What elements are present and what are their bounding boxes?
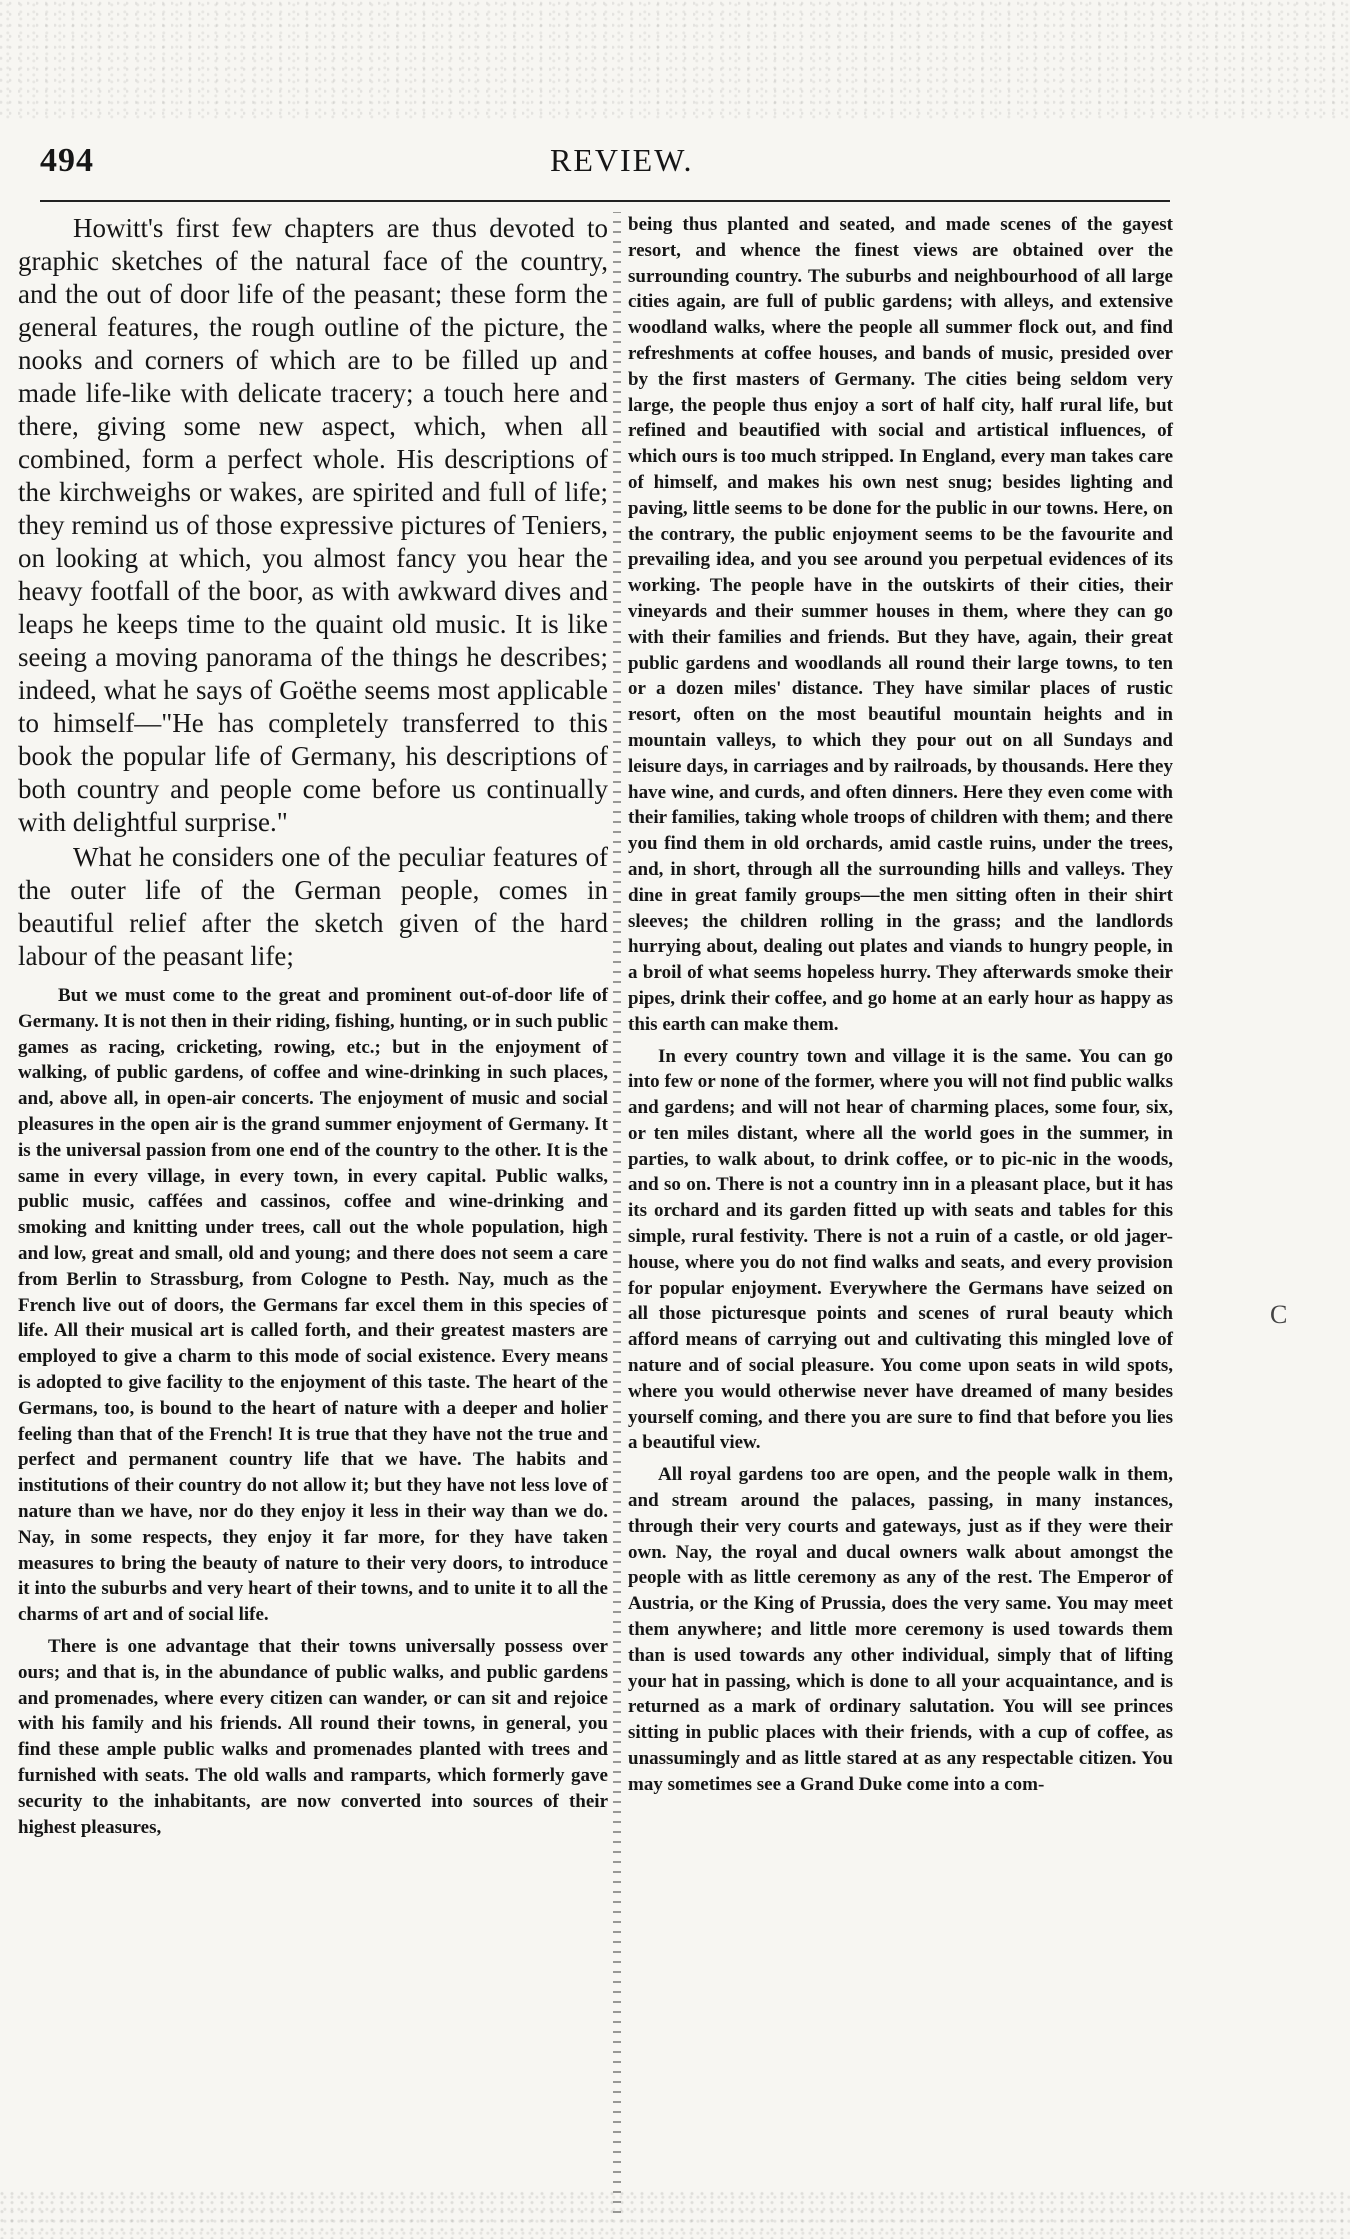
running-head: REVIEW. xyxy=(550,142,694,178)
column-divider xyxy=(613,212,621,2217)
header-rule xyxy=(40,200,1170,206)
scan-noise-bottom xyxy=(0,2190,1350,2239)
scan-noise-top xyxy=(0,0,1350,120)
right-paragraph-1: being thus planted and seated, and made scenes of the gayest resort, and whence the finest views are obtained over the surrounding country. The suburbs and neighbourhood of all large cities again, are full of public gardens; with alleys, and extensive woodland walks, where the people all summer flock out, and find refreshments at coffee houses, and bands of music, presided over by the first masters of Germany. The cities being seldom very large, the people thus enjoy a sort of half city, half rural life, but refined and beautified with social and artistical influences, of which ours is too much stripped. In England, every man takes care of himself, and makes his own nest snug; besides lighting and paving, little seems to be done for the public in our towns. Here, on the contrary, the public enjoyment seems to be the favourite and prevailing idea, and you see around you perpetual evidences of its working. The people have in the outskirts of their cities, their vineyards and their summer houses in them, where they can go with their families and friends. But they have, again, their great public gardens and woodlands all round their large towns, to ten or a dozen miles' distance. They have similar places of rustic resort, often on the most beautiful mountain heights and in mountain valleys, to which they pour out on all Sundays and leisure days, in carriages and by railroads, by thousands. Here they have wine, and curds, and often dinners. Here they even come with their families, taking whole troops of children with them; and there you find them in old orchards, amid castle ruins, under the trees, and, in short, through all the surrounding hills and valleys. They dine in great family groups—the men sitting often in their shirt sleeves; the children rolling in the grass; and the landlords hurrying about, dealing out plates and viands to hungry people, in a broil of what seems hopeless hurry. They afterwards smoke their pipes, drink their coffee, and go home at an early hour as happy as this earth can make them. xyxy=(628,214,1173,1035)
lead-paragraph-1: Howitt's first few chapters are thus devoted to graphic sketches of the natural face of the country, and the out of door life of the peasant; these form the general features, the rough outline of the picture, the nooks and corners of which are to be filled up and made life-like with delicate tracery; a touch here and there, giving some new aspect, which, when all combined, form a perfect whole. His descriptions of the kirchweighs or wakes, are spirited and full of life; they remind us of those expressive pictures of Teniers, on looking at which, you almost fancy you hear the heavy footfall of the boor, as with awkward dives and leaps he keeps time to the quaint old music. It is like seeing a moving panorama of the things he describes; indeed, what he says of Goëthe seems most applicable to himself—"He has completely transferred to this book the popular life of Germany, his descriptions of both country and people come before us continually with delightful surprise." xyxy=(18,213,608,837)
quote-paragraph-2: There is one advantage that their towns universally possess over ours; and that is, in the abundance of public walks, and public gardens and promenades, where every citizen can wander, or can sit and rejoice with his family and his friends. All round their towns, in general, you find these ample public walks and promenades planted with trees and furnished with seats. The old walls and ramparts, which formerly gave security to the inhabitants, are now converted into sources of their highest pleasures, xyxy=(18,1635,608,1838)
page-number: 494 xyxy=(40,142,94,179)
left-column xyxy=(18,212,608,1840)
right-paragraph-2: In every country town and village it is the same. You can go into few or none of the former, where you will not find public walks and gardens; and will not hear of charming places, some four, six, or ten miles distant, where all the world goes in the summer, in parties, to walk about, to drink coffee, or to pic-nic in the woods, and so on. There is not a country inn in a pleasant place, but it has its orchard and its garden fitted up with seats and tables for this simple, rural festivity. There is not a ruin of a castle, or old jager-house, where you do not find walks and seats, and every provision for popular enjoyment. Everywhere the Germans have seized on all those picturesque points and scenes of rural beauty which afford means of carrying out and cultivating this mingled love of nature and of social pleasure. You come upon seats in wild spots, where you would otherwise never have dreamed of many besides yourself coming, and there you are sure to find that before you lies a beautiful view. xyxy=(628,1045,1173,1454)
right-paragraph-3: All royal gardens too are open, and the people walk in them, and stream around the palaces, passing, in many instances, through their very courts and gateways, just as if they were their own. Nay, the royal and ducal owners walk about amongst the people with as little ceremony as any of the rest. The Emperor of Austria, or the King of Prussia, does the very same. You may meet them anywhere; and little more ceremony is used towards them than is used towards any other individual, simply that of lifting your hat in passing, which is done to all your acquaintance, and is returned as a mark of ordinary salutation. You will see princes sitting in public places with their friends, with a cup of coffee, as unassumingly and as little stared at as any respectable citizen. You may sometimes see a Grand Duke come into a com- xyxy=(628,1464,1173,1795)
lead-paragraph-2: What he considers one of the peculiar features of the outer life of the German people, comes in beautiful relief after the sketch given of the hard labour of the peasant life; xyxy=(18,842,608,971)
margin-mark: C xyxy=(1270,1300,1288,1329)
right-column xyxy=(628,212,1173,1798)
page-header xyxy=(40,138,1170,188)
quote-paragraph-1: But we must come to the great and prominent out-of-door life of Germany. It is not then in their riding, fishing, hunting, or in such public games as racing, cricketing, rowing, etc.; but in the enjoyment of walking, of public gardens, of coffee and wine-drinking in such places, and, above all, in open-air concerts. The enjoyment of music and social pleasures in the open air is the grand summer enjoyment of Germany. It is the universal passion from one end of the country to the other. It is the same in every village, in every town, in every capital. Public walks, public music, caffées and cassinos, coffee and wine-drinking and smoking and knitting under trees, call out the whole population, high and low, great and small, old and young; and there does not seem a care from Berlin to Strassburg, from Cologne to Pesth. Nay, much as the French live out of doors, the Germans far excel them in this species of life. All their musical art is called forth, and their greatest masters are employed to give a charm to this mode of social existence. Every means is adopted to give facility to the enjoyment of this taste. The heart of the Germans, too, is bound to the heart of nature with a deeper and holier feeling than that of the French! It is true that they have not the true and perfect and permanent country life that we have. The habits and institutions of their country do not allow it; but they have not less love of nature than we have, nor do they enjoy it less in their way than we do. Nay, in some respects, they enjoy it far more, for they have taken measures to bring the beauty of nature to their very doors, to introduce it into the suburbs and very heart of their towns, and to unite it to all the charms of art and of social life. xyxy=(18,985,608,1626)
